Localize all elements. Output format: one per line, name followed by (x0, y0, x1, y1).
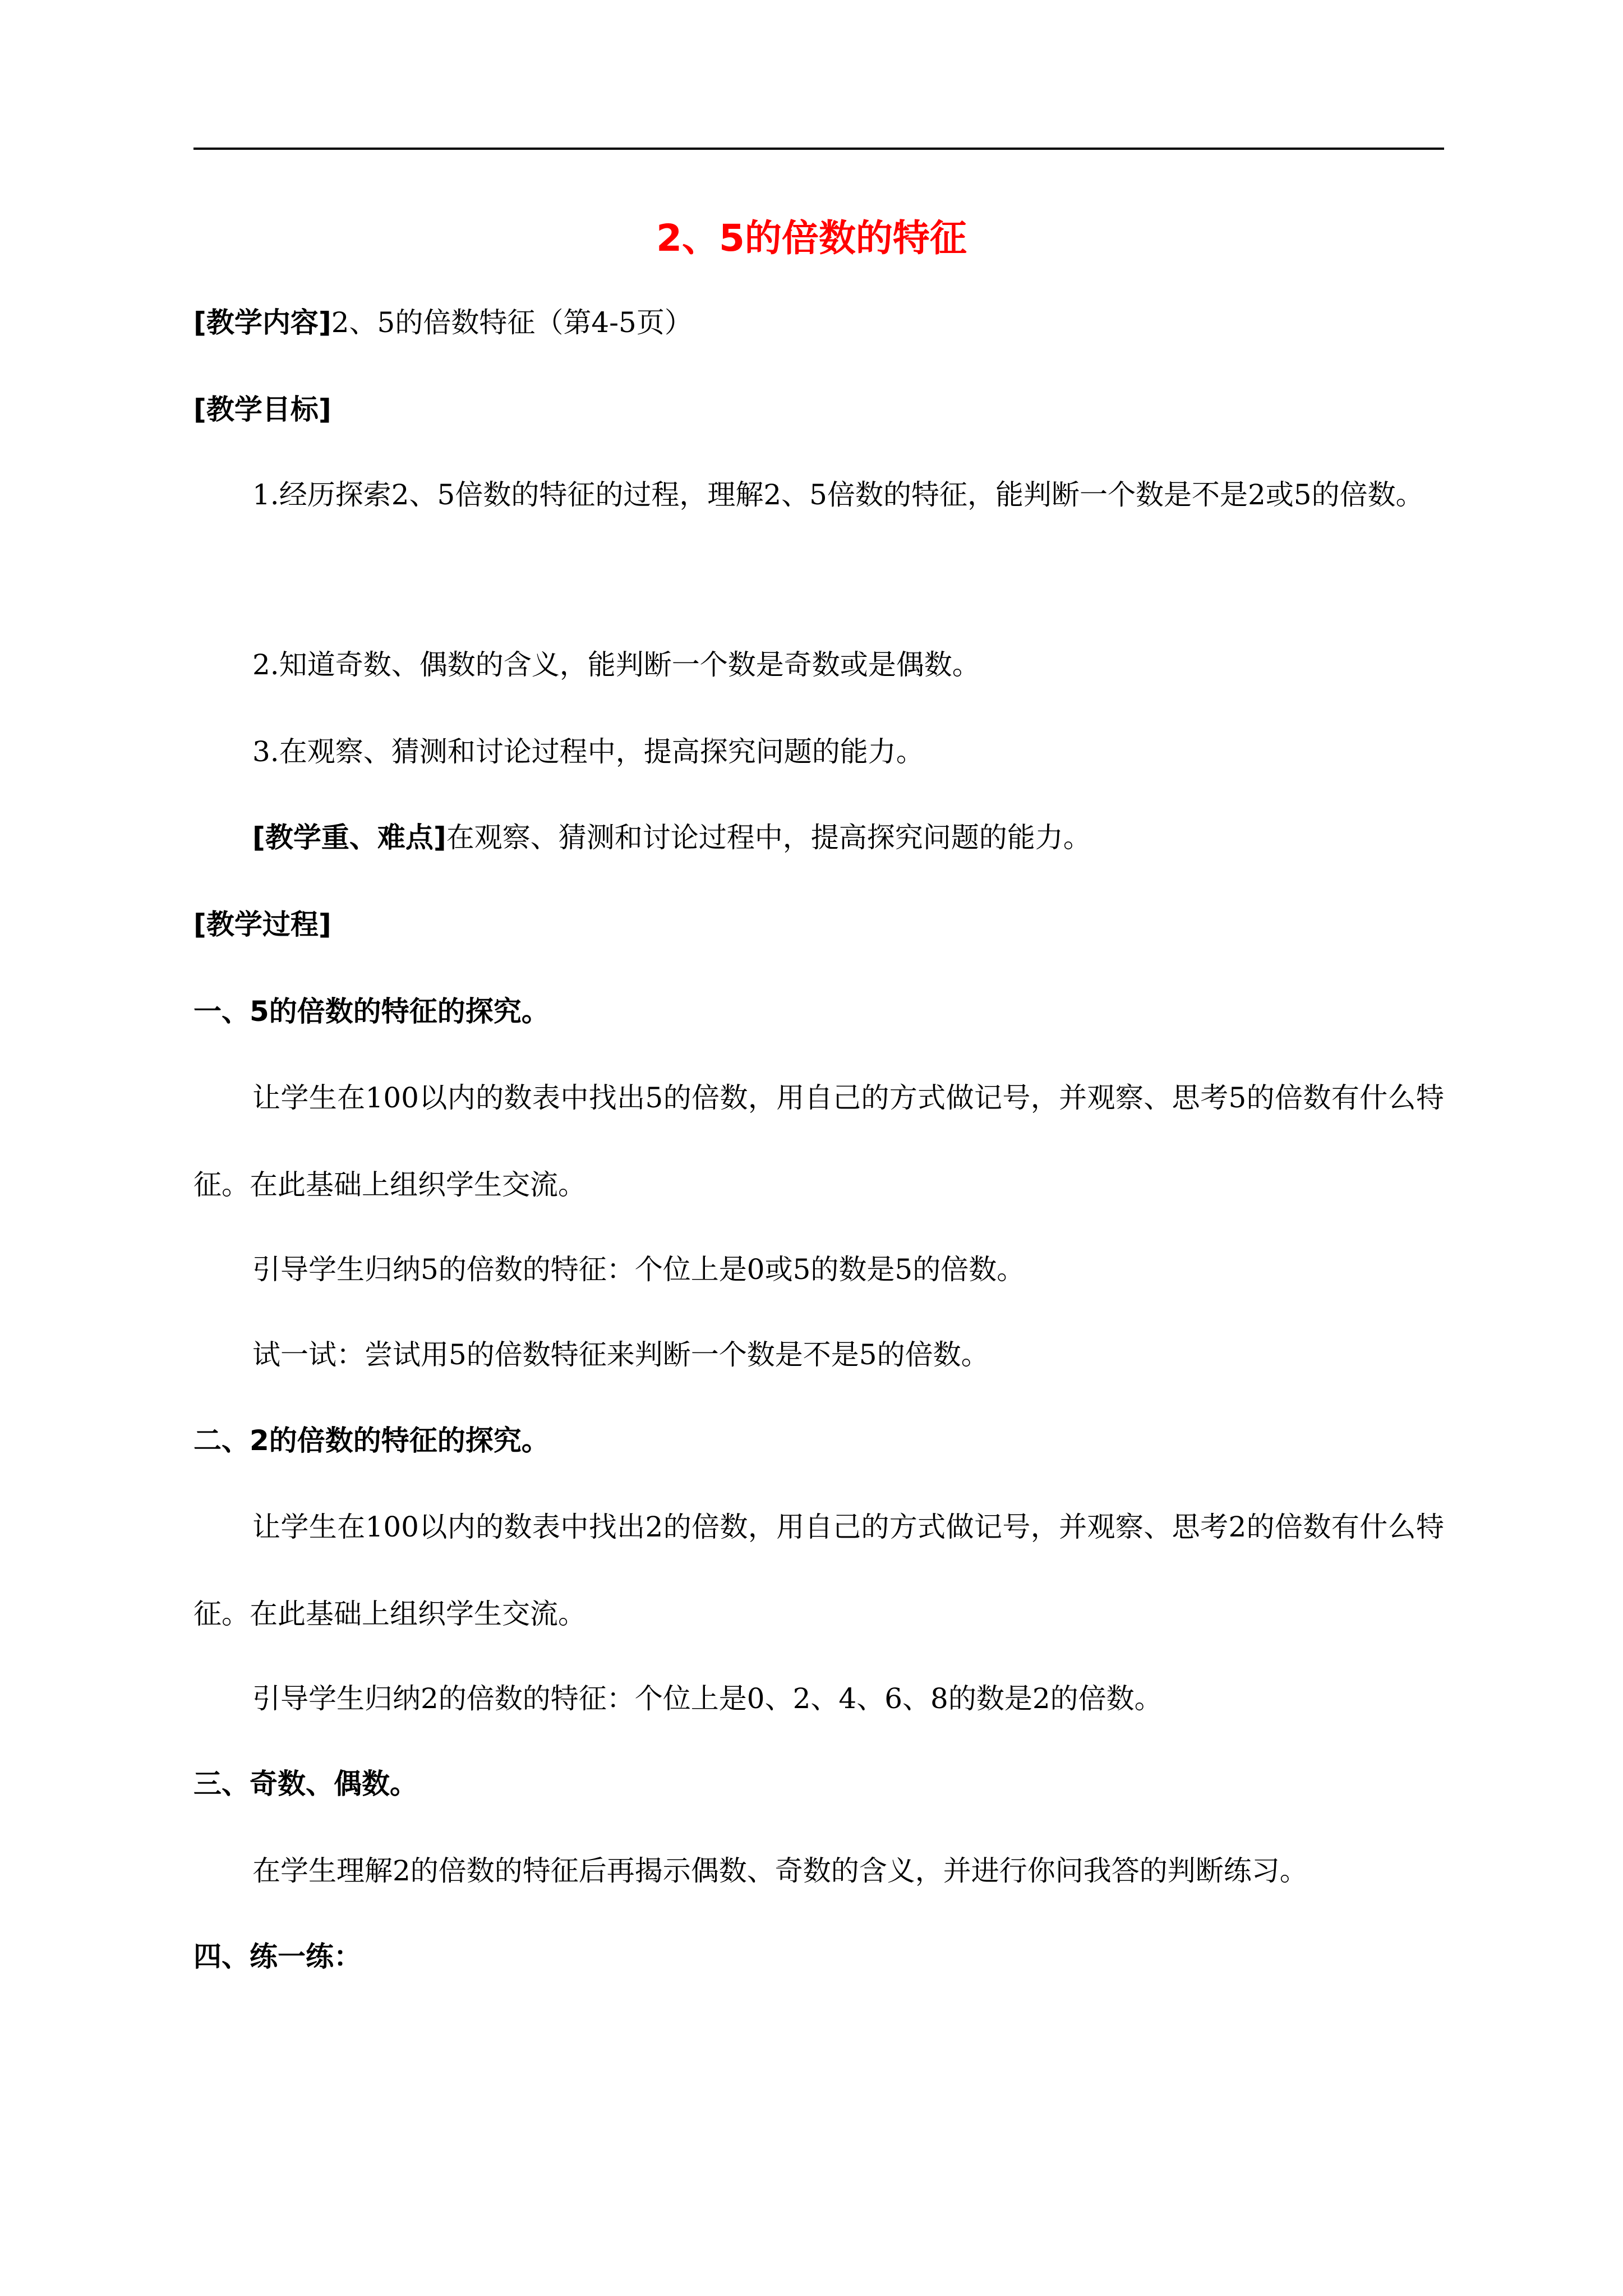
key-points-label: [教学重、难点] (252, 821, 446, 854)
teaching-content-text: 2、5的倍数特征（第4-5页） (331, 306, 693, 339)
section-1-paragraph-2: 引导学生归纳5的倍数的特征：个位上是0或5的数是5的倍数。 (252, 1253, 1025, 1286)
section-1-paragraph-3: 试一试：尝试用5的倍数特征来判断一个数是不是5的倍数。 (252, 1338, 989, 1371)
section-2-paragraph-1: 让学生在100以内的数表中找出2的倍数，用自己的方式做记号，并观察、思考2的倍数有什么特征。在此基础上组织学生交流。 (193, 1511, 1444, 1630)
document-title: 2、5的倍数的特征 (656, 217, 967, 260)
key-points-text: 在观察、猜测和讨论过程中，提高探究问题的能力。 (446, 821, 1091, 854)
teaching-process-label: [教学过程] (193, 908, 331, 941)
section-3-paragraph-1: 在学生理解2的倍数的特征后再揭示偶数、奇数的含义，并进行你问我答的判断练习。 (252, 1855, 1308, 1887)
teaching-content-label: [教学内容] (193, 306, 331, 339)
teaching-objectives-label: [教学目标] (193, 393, 331, 426)
key-points-line (252, 818, 1091, 857)
objective-item-3: 3.在观察、猜测和讨论过程中，提高探究问题的能力。 (252, 735, 924, 768)
objective-item-2: 2.知道奇数、偶数的含义，能判断一个数是奇数或是偶数。 (252, 648, 980, 681)
section-4-heading: 四、练一练： (193, 1940, 362, 1973)
teaching-content-line (193, 303, 693, 342)
section-3-heading: 三、奇数、偶数。 (193, 1768, 418, 1800)
section-1-heading: 一、5的倍数的特征的探究。 (193, 995, 550, 1028)
section-2-heading: 二、2的倍数的特征的探究。 (193, 1424, 550, 1457)
section-2-paragraph-2: 引导学生归纳2的倍数的特征：个位上是0、2、4、6、8的数是2的倍数。 (252, 1682, 1163, 1715)
header-rule (193, 148, 1444, 150)
section-1-paragraph-1: 让学生在100以内的数表中找出5的倍数，用自己的方式做记号，并观察、思考5的倍数有什么特征。在此基础上组织学生交流。 (193, 1082, 1444, 1201)
objective-item-1: 1.经历探索2、5倍数的特征的过程，理解2、5倍数的特征，能判断一个数是不是2或5的倍数。 (252, 478, 1424, 511)
